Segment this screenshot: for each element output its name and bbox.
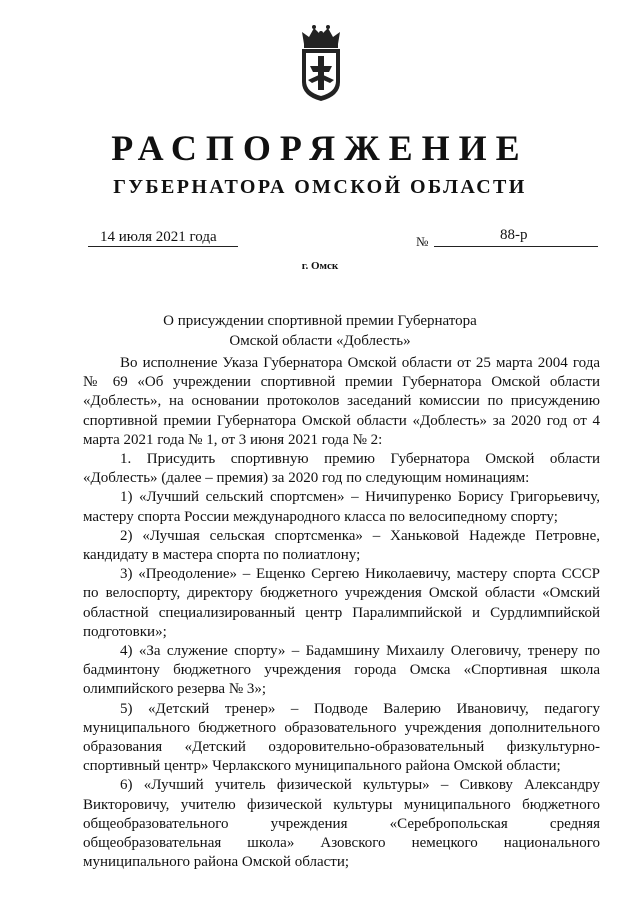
paragraph-nomination-5: 5) «Детский тренер» – Подводе Валерию Ивановичу, педагогу муниципального бюджетного образовательного учреждения дополнительного образования «Детский оздоровительно-образовательный физкультурно-спортивный центр» Черлакского муниципального района Омской области; (83, 700, 600, 775)
document-title: РАСПОРЯЖЕНИЕ (111, 128, 529, 168)
document-body (83, 354, 600, 872)
subject-line-2: Омской области «Доблесть» (229, 333, 411, 349)
number-underline (434, 246, 598, 247)
paragraph-nomination-3: 3) «Преодоление» – Ещенко Сергею Николаевичу, мастеру спорта СССР по велоспорту, директору бюджетного учреждения Омской области «Омский областной специализированный центр Паралимпийской и Сурдлимпийской подготовки»; (83, 566, 600, 640)
paragraph-preamble: Во исполнение Указа Губернатора Омской области от 25 марта 2004 года № 69 «Об учреждении спортивной премии Губернатора Омской области «Доблесть», на основании протоколов заседаний комиссии по присуждению спортивной премии Губернатора Омской области «Доблесть» за 2020 год от 4 марта 2021 года № 1, от 3 июня 2021 года № 2: (83, 355, 600, 448)
omsk-coat-of-arms-icon (296, 22, 346, 102)
paragraph-nomination-4: 4) «За служение спорту» – Бадамшину Михаилу Олеговичу, тренеру по бадминтону бюджетного учреждения города Омска «Спортивная школа олимпийского резерва № 3»; (83, 643, 600, 698)
number-label: № (416, 234, 429, 249)
subject-line-1: О присуждении спортивной премии Губернатора (163, 313, 477, 329)
document-subtitle: ГУБЕРНАТОРА ОМСКОЙ ОБЛАСТИ (113, 176, 527, 198)
document-number: 88-р (500, 227, 528, 243)
date-underline (88, 246, 238, 247)
paragraph-item-1: 1. Присудить спортивную премию Губернатора Омской области «Доблесть» (далее – премия) за 2020 год по следующим номинациям: (83, 451, 600, 487)
city-label: г. Омск (301, 260, 339, 272)
paragraph-nomination-2: 2) «Лучшая сельская спортсменка» – Ханьковой Надежде Петровне, кандидату в мастера спорта по полиатлону; (83, 527, 600, 564)
paragraph-nomination-1: 1) «Лучший сельский спортсмен» – Ничипуренко Борису Григорьевичу, мастеру спорта России международного класса по велосипедному спорту; (83, 489, 600, 525)
document-subject (0, 311, 640, 351)
document-date: 14 июля 2021 года (100, 229, 217, 245)
paragraph-nomination-6: 6) «Лучший учитель физической культуры» – Сивкову Александру Викторовичу, учителю физической культуры муниципального бюджетного общеобразовательного учреждения «Серебропольская средняя общеобразовательная школа» Азовского немецкого национального муниципального района Омской области; (83, 777, 600, 871)
